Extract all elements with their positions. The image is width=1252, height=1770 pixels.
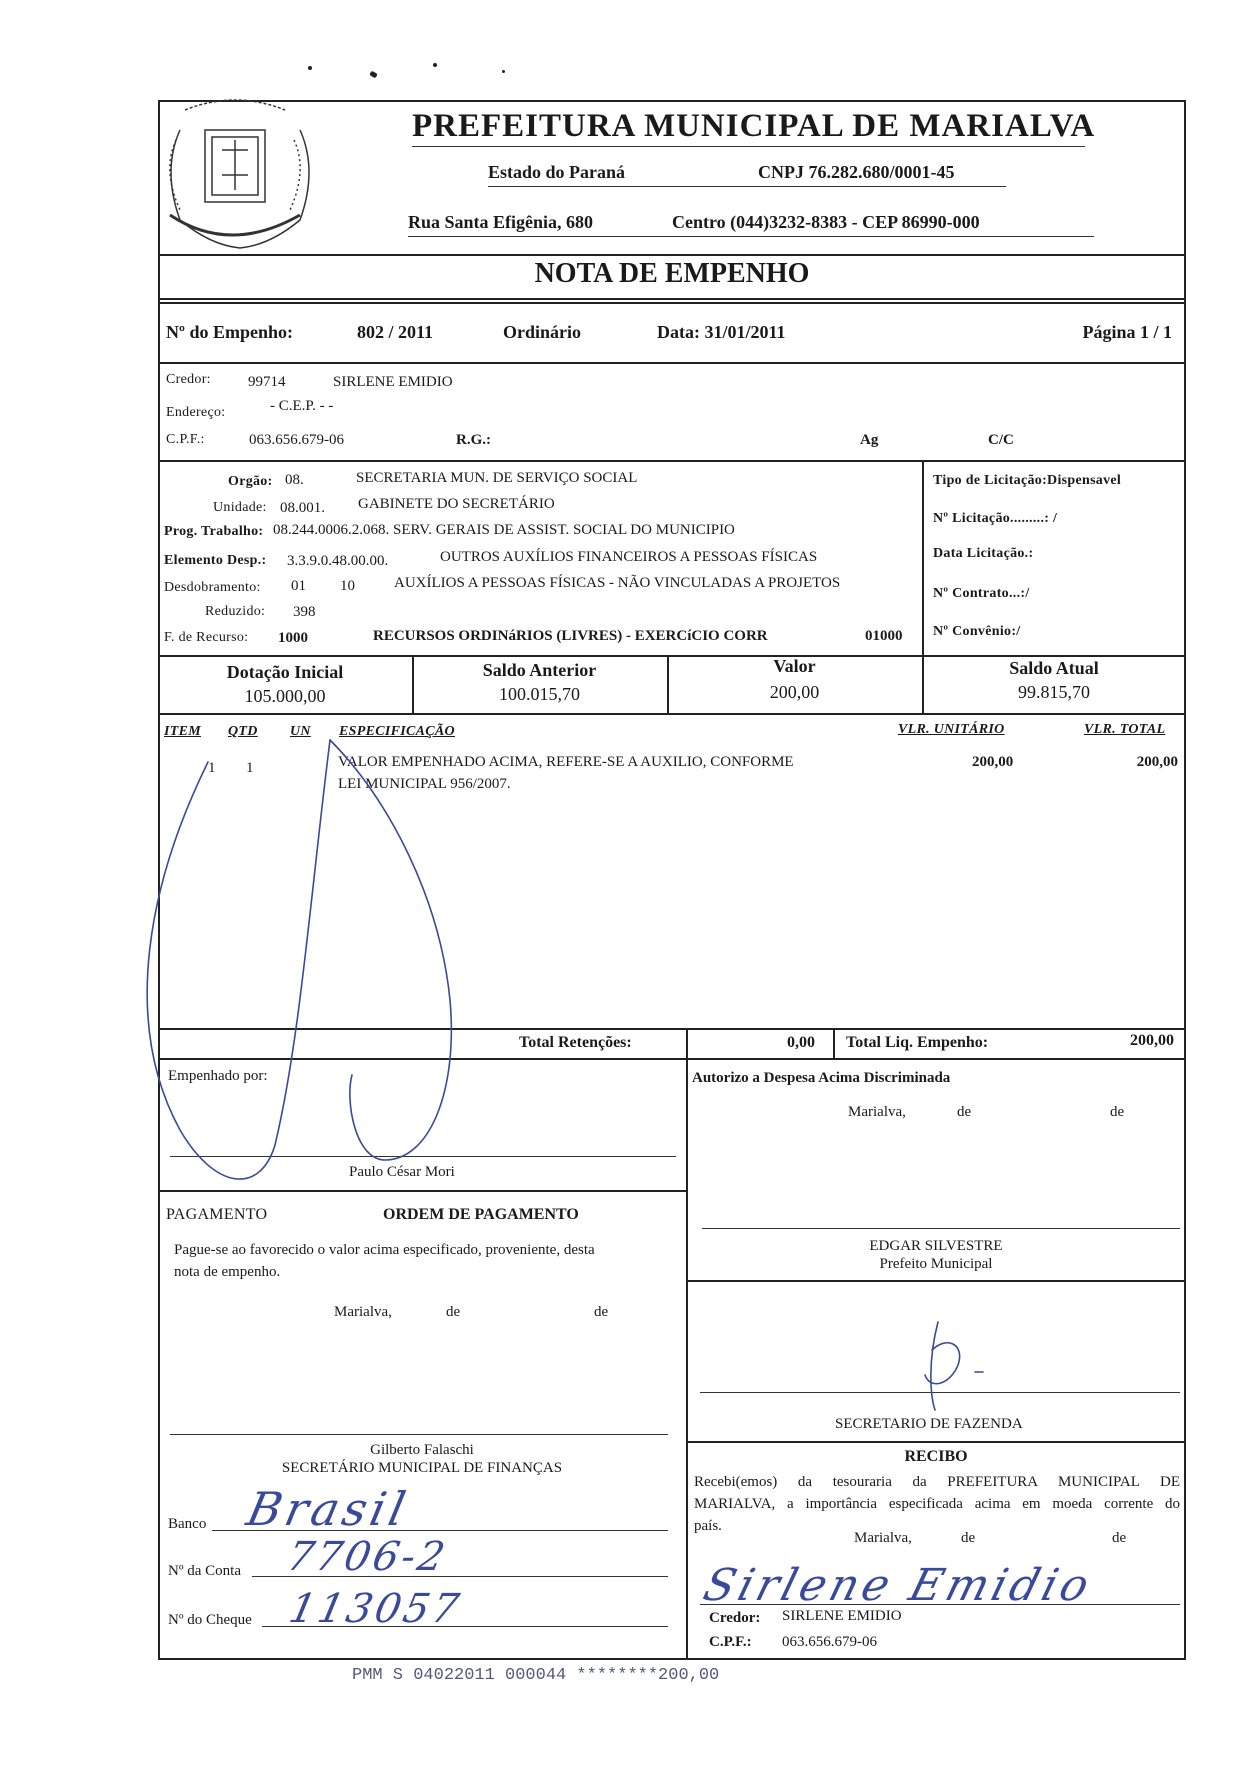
col-especificacao: ESPECIFICAÇÃO: [339, 724, 455, 739]
empenho-numero-label: Nº do Empenho:: [166, 322, 293, 342]
empenho-numero: 802 / 2011: [357, 322, 434, 342]
recibo-credor-nome: SIRLENE EMIDIO: [782, 1608, 902, 1624]
total-retencoes-value: 0,00: [787, 1034, 815, 1051]
col-item: ITEM: [164, 724, 201, 739]
fonte-code: 1000: [278, 630, 308, 646]
empenho-tipo: Ordinário: [503, 322, 582, 342]
recibo-credor-label: Credor:: [709, 1610, 761, 1626]
ag-label: Ag: [860, 432, 879, 448]
conta-label: Nº da Conta: [168, 1563, 241, 1579]
rg-label: R.G.:: [456, 432, 491, 448]
credor-nome: SIRLENE EMIDIO: [333, 374, 453, 390]
item-vlr-unitario: 200,00: [972, 754, 1014, 770]
data-licitacao: Data Licitação.:: [933, 546, 1034, 561]
header-contact: Centro (044)3232-8383 - CEP 86990-000: [672, 212, 980, 232]
reduzido-label: Reduzido:: [205, 604, 266, 619]
n-convenio: Nº Convênio:/: [933, 624, 1021, 639]
fonte-code2: 01000: [865, 628, 903, 644]
ordem-texto-line2: nota de empenho.: [174, 1264, 281, 1280]
scan-speck: [308, 66, 312, 70]
orgao-desc: SECRETARIA MUN. DE SERVIÇO SOCIAL: [356, 470, 638, 486]
banco-handwritten: Brasil: [242, 1482, 414, 1536]
orgao-label: Orgão:: [228, 474, 273, 489]
scan-speck: [369, 71, 378, 79]
dotacao-label: Dotação Inicial: [226, 662, 344, 682]
reduzido-value: 398: [293, 604, 316, 620]
autorizo-local: Marialva,: [848, 1104, 906, 1120]
total-liq-label: Total Liq. Empenho:: [846, 1034, 989, 1051]
pagamento-label: PAGAMENTO: [166, 1206, 268, 1223]
item-vlr-total: 200,00: [1136, 754, 1178, 770]
financas-nome: Gilberto Falaschi: [370, 1442, 474, 1458]
empenho-data: Data: 31/01/2011: [657, 322, 786, 342]
saldo-atual-value: 99.815,70: [1018, 682, 1090, 702]
col-vlr-unitario: VLR. UNITÁRIO: [898, 722, 1005, 737]
recibo-texto-line2: MARIALVA, a importância especificada acima em moeda corrente do: [694, 1496, 1180, 1512]
autorizo-text: Autorizo a Despesa Acima Discriminada: [692, 1070, 951, 1086]
unidade-code: 08.001.: [280, 500, 325, 516]
n-licitacao: Nº Licitação.........: /: [933, 511, 1058, 526]
ordem-texto-line1: Pague-se ao favorecido o valor acima especificado, proveniente, desta: [174, 1242, 595, 1258]
recibo-local: Marialva,: [854, 1530, 912, 1546]
autorizo-de1: de: [957, 1104, 972, 1120]
prefeito-cargo: Prefeito Municipal: [879, 1256, 993, 1272]
col-qtd: QTD: [228, 724, 258, 739]
total-retencoes-label: Total Retenções:: [519, 1034, 632, 1051]
desdobramento-a: 01: [291, 578, 306, 594]
saldo-anterior-value: 100.015,70: [499, 684, 580, 704]
recibo-assinatura: Sirlene Emidio: [698, 1560, 1099, 1611]
desdobramento-desc: AUXÍLIOS A PESSOAS FÍSICAS - NÃO VINCULADAS A PROJETOS: [394, 575, 841, 591]
desdobramento-label: Desdobramento:: [164, 580, 261, 595]
ordem-de1: de: [446, 1304, 461, 1320]
valor-value: 200,00: [769, 682, 820, 702]
unidade-label: Unidade:: [213, 500, 267, 515]
fazenda-cargo: SECRETARIO DE FAZENDA: [835, 1416, 1023, 1432]
cpf-value: 063.656.679-06: [249, 432, 344, 448]
recibo-texto-line3: país.: [694, 1518, 722, 1534]
valor-label: Valor: [773, 656, 816, 676]
cpf-label: C.P.F.:: [166, 432, 205, 447]
col-vlr-total: VLR. TOTAL: [1084, 722, 1166, 737]
prog-label: Prog. Trabalho:: [164, 524, 264, 539]
recibo-cpf: 063.656.679-06: [782, 1634, 877, 1650]
desdobramento-b: 10: [340, 578, 355, 594]
endereco-value: - C.E.P. - -: [270, 398, 334, 414]
ordem-local: Marialva,: [334, 1304, 392, 1320]
ordem-pagamento-label: ORDEM DE PAGAMENTO: [383, 1206, 579, 1223]
autorizo-de2: de: [1110, 1104, 1125, 1120]
total-liq-value: 200,00: [1130, 1032, 1174, 1049]
n-contrato: Nº Contrato...:/: [933, 586, 1030, 601]
recibo-cpf-label: C.P.F.:: [709, 1634, 752, 1650]
doc-title: NOTA DE EMPENHO: [534, 258, 810, 289]
carimbo-mecanico: PMM S 04022011 000044 ********200,00: [352, 1666, 720, 1685]
financas-cargo: SECRETÁRIO MUNICIPAL DE FINANÇAS: [281, 1460, 563, 1476]
cc-label: C/C: [988, 432, 1014, 448]
empenhado-label: Empenhado por:: [168, 1068, 268, 1084]
ordem-de2: de: [594, 1304, 609, 1320]
saldo-anterior-label: Saldo Anterior: [482, 660, 597, 680]
prefeito-nome: EDGAR SILVESTRE: [869, 1238, 1003, 1254]
fonte-desc: RECURSOS ORDINáRIOS (LIVRES) - EXERCíCIO CORR: [373, 628, 768, 644]
credor-code: 99714: [248, 374, 286, 390]
col-un: UN: [290, 724, 311, 739]
recibo-title: RECIBO: [904, 1448, 968, 1465]
recibo-texto-line1: Recebi(emos) da tesouraria da PREFEITURA MUNICIPAL DE: [694, 1474, 1180, 1490]
item-espec-line1: VALOR EMPENHADO ACIMA, REFERE-SE A AUXILIO, CONFORME: [338, 754, 794, 770]
header-title: PREFEITURA MUNICIPAL DE MARIALVA: [412, 108, 1096, 144]
banco-label: Banco: [168, 1516, 207, 1532]
elemento-label: Elemento Desp.:: [164, 553, 267, 568]
item-qtd: 1: [246, 760, 254, 776]
cheque-handwritten: 113057: [285, 1586, 466, 1632]
header-cnpj: CNPJ 76.282.680/0001-45: [758, 162, 955, 182]
empenho-pagina: Página 1 / 1: [1082, 322, 1172, 342]
scan-speck: [433, 63, 437, 67]
header-state: Estado do Paraná: [488, 162, 626, 182]
saldo-atual-label: Saldo Atual: [1009, 658, 1099, 678]
recibo-de2: de: [1112, 1530, 1127, 1546]
endereco-label: Endereço:: [166, 405, 226, 420]
fonte-label: F. de Recurso:: [164, 630, 249, 645]
tipo-licitacao: Tipo de Licitação:Dispensavel: [933, 473, 1122, 488]
credor-label: Credor:: [166, 372, 211, 387]
unidade-desc: GABINETE DO SECRETÁRIO: [358, 496, 555, 512]
item-number: 1: [208, 760, 216, 776]
orgao-code: 08.: [285, 472, 304, 488]
recibo-de1: de: [961, 1530, 976, 1546]
header-address: Rua Santa Efigênia, 680: [408, 212, 594, 232]
prog-value: 08.244.0006.2.068. SERV. GERAIS DE ASSIST. SOCIAL DO MUNICIPIO: [273, 522, 735, 538]
conta-handwritten: 7706-2: [283, 1534, 452, 1580]
dotacao-value: 105.000,00: [244, 686, 326, 706]
scan-speck: [502, 70, 505, 73]
empenhado-nome: Paulo César Mori: [349, 1164, 455, 1180]
elemento-desc: OUTROS AUXÍLIOS FINANCEIROS A PESSOAS FÍSICAS: [440, 549, 818, 565]
item-espec-line2: LEI MUNICIPAL 956/2007.: [338, 776, 511, 792]
elemento-code: 3.3.9.0.48.00.00.: [287, 553, 389, 569]
cheque-label: Nº do Cheque: [168, 1612, 252, 1628]
